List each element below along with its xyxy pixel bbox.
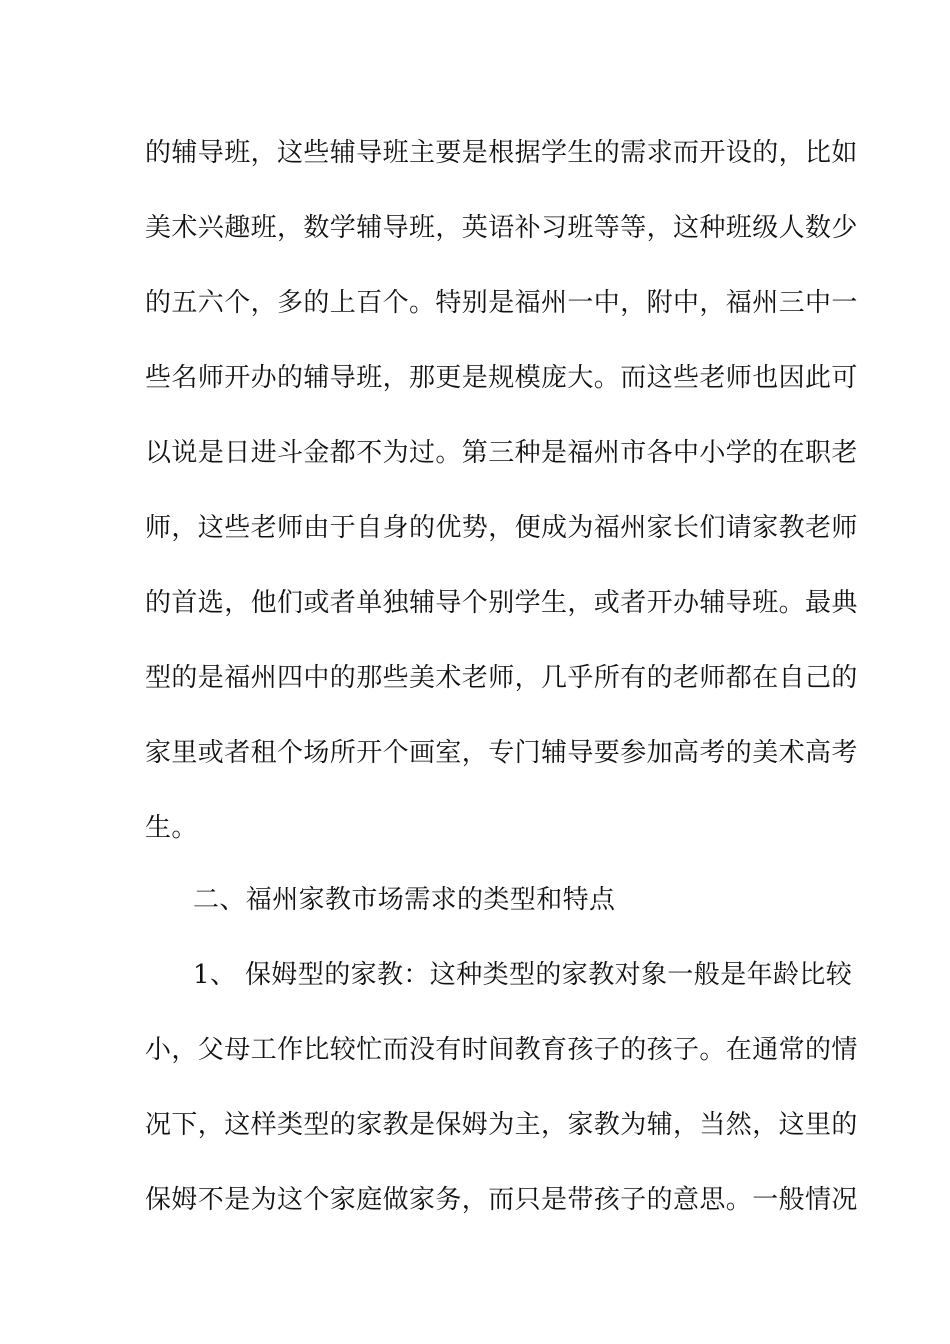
paragraph-line: 况下，这样类型的家教是保姆为主，家教为辅，当然，这里的: [145, 1110, 858, 1140]
paragraph-line: 的五六个，多的上百个。特别是福州一中，附中，福州三中一: [145, 288, 858, 318]
paragraph-line: 以说是日进斗金都不为过。第三种是福州市各中小学的在职老: [145, 438, 858, 468]
section-heading: 二、福州家教市场需求的类型和特点: [193, 885, 616, 915]
paragraph-line: 型的是福州四中的那些美术老师，几乎所有的老师都在自己的: [145, 663, 858, 693]
paragraph-line: 美术兴趣班，数学辅导班，英语补习班等等，这种班级人数少: [145, 213, 858, 243]
paragraph-line: 小，父母工作比较忙而没有时间教育孩子的孩子。在通常的情: [145, 1035, 858, 1065]
paragraph-line: 师，这些老师由于自身的优势，便成为福州家长们请家教老师: [145, 513, 858, 543]
paragraph-last-line: 生。: [145, 813, 198, 843]
paragraph-line: 保姆不是为这个家庭做家务，而只是带孩子的意思。一般情况: [145, 1185, 858, 1215]
list-item-first-line: 1、 保姆型的家教：这种类型的家教对象一般是年龄比较: [193, 960, 853, 990]
paragraph-line: 的首选，他们或者单独辅导个别学生，或者开办辅导班。最典: [145, 588, 858, 618]
paragraph-line: 家里或者租个场所开个画室，专门辅导要参加高考的美术高考: [145, 738, 858, 768]
paragraph-line: 的辅导班，这些辅导班主要是根据学生的需求而开设的，比如: [145, 138, 858, 168]
paragraph-line: 些名师开办的辅导班，那更是规模庞大。而这些老师也因此可: [145, 363, 858, 393]
